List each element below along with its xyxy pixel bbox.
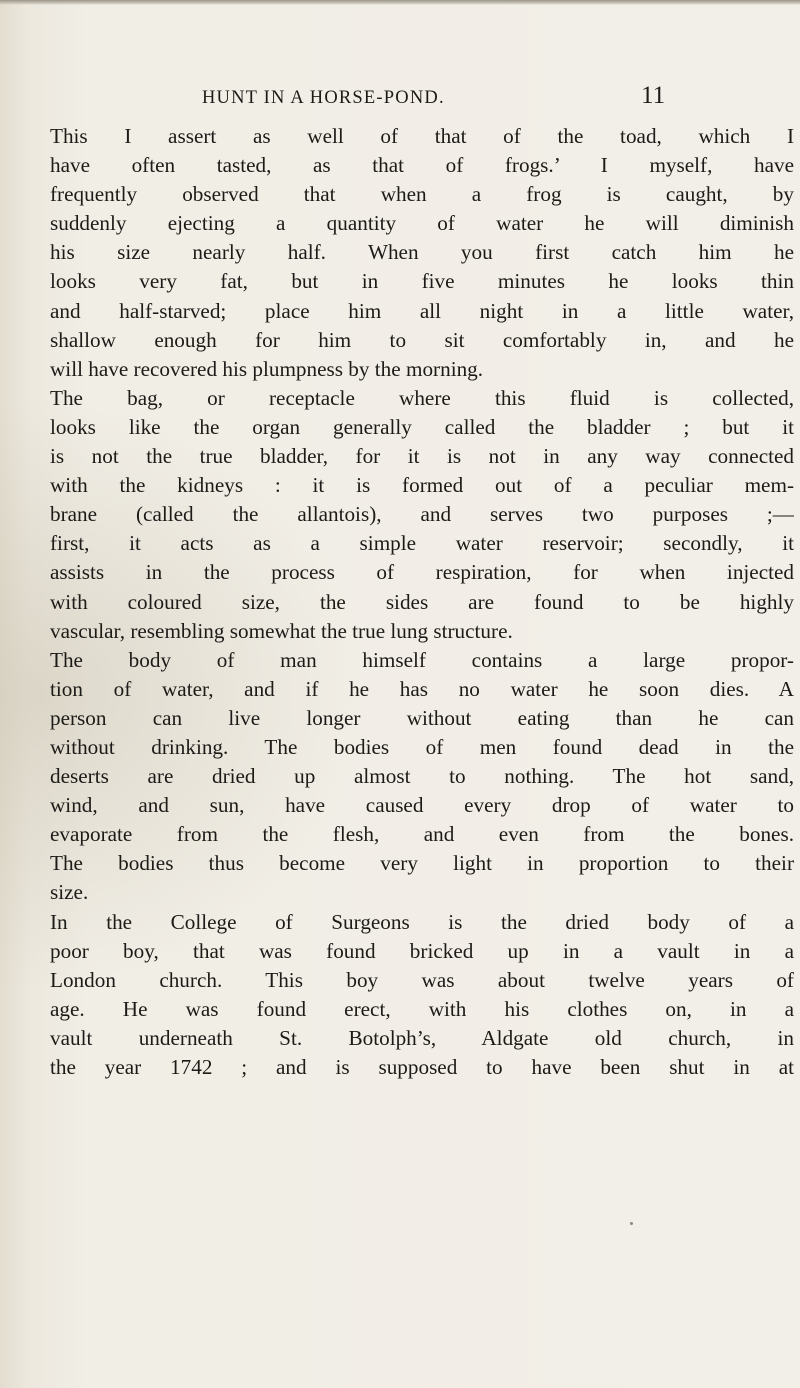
text-line: first, it acts as a simple water reservoir; secondly, it: [50, 531, 794, 556]
text-line: The body of man himself contains a large propor-: [50, 647, 794, 672]
page-top-edge: [0, 0, 800, 5]
paper-speck: [630, 1222, 633, 1225]
text-line: The bag, or receptacle where this fluid is collected,: [50, 385, 794, 410]
text-line: looks very fat, but in five minutes he looks thin: [50, 269, 794, 294]
text-line: and half-starved; place him all night in a little water,: [50, 298, 794, 323]
text-line: person can live longer without eating than he can: [50, 705, 794, 730]
text-line: with coloured size, the sides are found to be highly: [50, 589, 794, 614]
text-line: The bodies thus become very light in proportion to their: [50, 851, 794, 876]
text-line: shallow enough for him to sit comfortably in, and he: [50, 327, 794, 352]
text-line: In the College of Surgeons is the dried body of a: [50, 909, 794, 934]
text-line: is not the true bladder, for it is not in any way connected: [50, 444, 794, 469]
text-line: have often tasted, as that of frogs.’ I myself, have: [50, 153, 794, 178]
text-line: frequently observed that when a frog is caught, by: [50, 182, 794, 207]
text-line: This I assert as well of that of the toad, which I: [50, 124, 794, 148]
text-line: wind, and sun, have caused every drop of water to: [50, 793, 794, 818]
text-line: the year 1742 ; and is supposed to have been shut in at: [50, 1055, 794, 1079]
text-line: brane (called the allantois), and serves two purposes ;—: [50, 502, 794, 527]
text-line: with the kidneys : it is formed out of a peculiar mem-: [50, 473, 794, 498]
body-text: [50, 122, 794, 1082]
text-line: looks like the organ generally called the bladder ; but it: [50, 414, 794, 439]
text-line: age. He was found erect, with his clothes on, in a: [50, 996, 794, 1021]
text-line: will have recovered his plumpness by the morning.: [50, 356, 484, 381]
text-line: London church. This boy was about twelve years of: [50, 967, 794, 992]
text-line: vascular, resembling somewhat the true lung structure.: [50, 618, 513, 643]
text-line: suddenly ejecting a quantity of water he will diminish: [50, 211, 794, 236]
page-number: 11: [641, 82, 666, 109]
text-line: deserts are dried up almost to nothing. The hot sand,: [50, 764, 794, 789]
text-line: evaporate from the flesh, and even from the bones.: [50, 822, 794, 847]
text-line: poor boy, that was found bricked up in a vault in a: [50, 938, 794, 963]
page-header: [0, 80, 800, 116]
text-line: tion of water, and if he has no water he soon dies. A: [50, 676, 794, 701]
text-line: assists in the process of respiration, for when injected: [50, 560, 794, 585]
running-head: HUNT IN A HORSE-POND.: [202, 88, 445, 108]
text-line: his size nearly half. When you first catch him he: [50, 240, 794, 265]
text-line: size.: [50, 880, 89, 905]
text-line: vault underneath St. Botolph’s, Aldgate old church, in: [50, 1025, 794, 1050]
text-line: without drinking. The bodies of men found dead in the: [50, 734, 794, 759]
